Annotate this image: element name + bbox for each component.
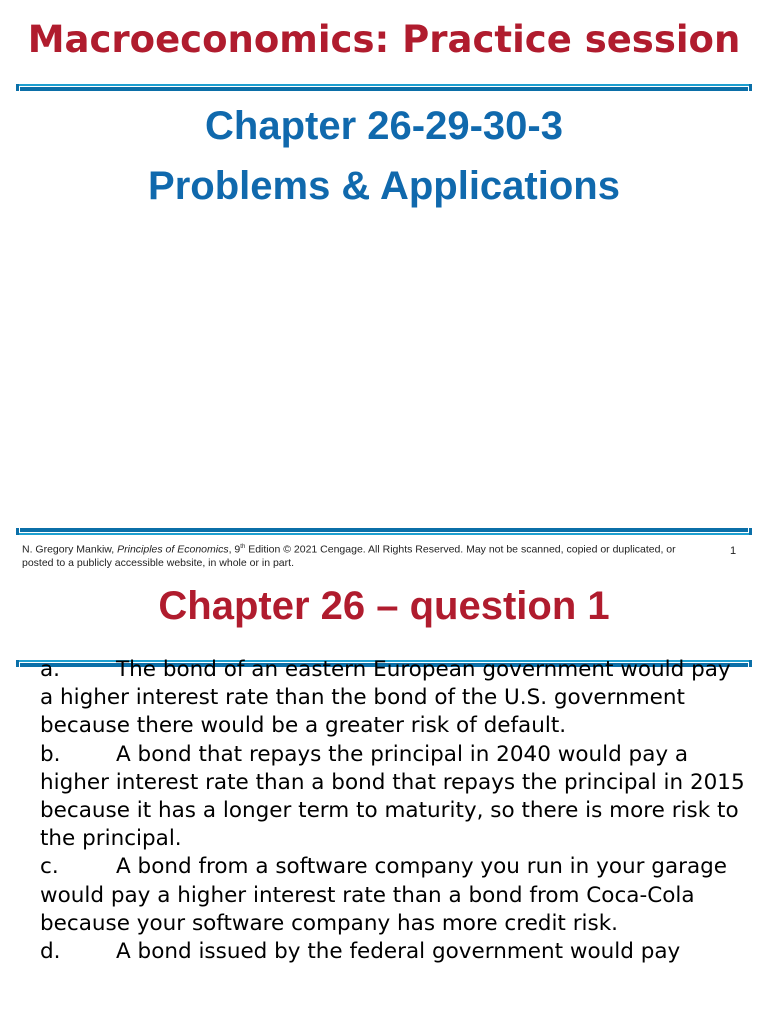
answer-item: c. A bond from a software company you run in your garage would pay a higher interest rate than a bond from Coca-Cola because your software company has more credit risk. <box>40 854 728 936</box>
answer-item: b. A bond that repays the principal in 2040 would pay a higher interest rate than a bond that repays the principal in 2015 because it has a longer term to maturity, so there is more risk to the principal. <box>40 741 745 852</box>
copyright-footer: N. Gregory Mankiw, Principles of Economics, 9th Edition © 2021 Cengage. All Rights Reserved. May not be scanned, copied or duplicated, or posted to a publicly accessible website, in whole or in part. <box>22 543 676 569</box>
question-title: Chapter 26 – question 1 <box>158 584 610 628</box>
title-divider <box>16 84 752 91</box>
answer-item: d. A bond issued by the federal government would pay <box>40 939 681 965</box>
question-slide <box>0 576 768 1024</box>
chapter-heading: Chapter 26-29-30-3 <box>205 104 563 148</box>
presentation-title: Macroeconomics: Practice session <box>27 18 741 61</box>
answer-item: a. The bond of an eastern European government would pay a higher interest rate than the bond of the U.S. government because there would be a greater risk of default. <box>40 657 731 739</box>
answer-list <box>40 656 750 966</box>
page-number: 1 <box>730 545 737 557</box>
section-subtitle: Problems & Applications <box>148 164 620 208</box>
footer-divider <box>16 528 752 535</box>
